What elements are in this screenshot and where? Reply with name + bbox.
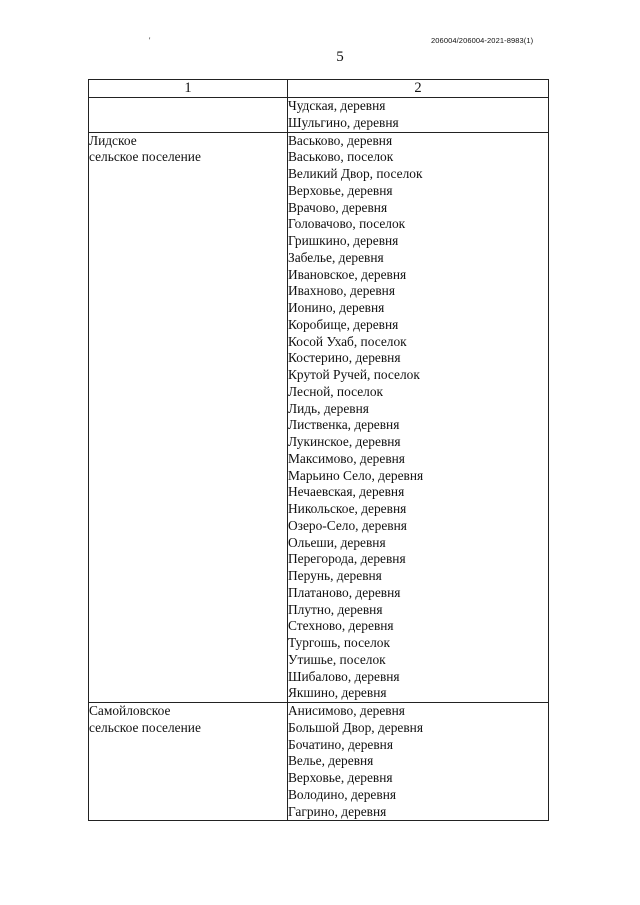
place-name: Перунь, деревня [288, 568, 382, 583]
table-header-row [89, 80, 549, 98]
scan-mark: ' [149, 36, 151, 45]
document-id: 206004/206004-2021-8983(1) [431, 36, 534, 45]
place-name: Марьино Село, деревня [288, 467, 424, 483]
place-name: Анисимово, деревня [288, 703, 405, 718]
place-name: Володино, деревня [288, 786, 397, 802]
place-name: Лукинское, деревня [288, 434, 401, 449]
place-name: Головачово, поселок [288, 216, 406, 232]
place-name: Нечаевская, деревня [288, 484, 405, 500]
settlements-table [88, 79, 549, 821]
place-name: Ивановское, деревня [288, 266, 407, 282]
places-cell [288, 703, 549, 821]
place-name: Гришкино, деревня [288, 233, 399, 248]
place-name: Лиственка, деревня [288, 417, 400, 433]
place-name: Тургошь, поселок [288, 635, 390, 650]
place-name: Шульгино, деревня [288, 114, 399, 130]
place-name: Косой Ухаб, поселок [288, 333, 407, 349]
place-name: Шибалово, деревня [288, 668, 400, 684]
place-name: Чудская, деревня [288, 98, 386, 113]
place-name: Ионино, деревня [288, 300, 385, 315]
place-name: Коробище, деревня [288, 316, 399, 332]
place-name: Лесной, поселок [288, 383, 384, 399]
place-name: Ивахново, деревня [288, 283, 395, 299]
table-row [89, 132, 549, 703]
place-name: Врачово, деревня [288, 199, 388, 215]
place-name: Максимово, деревня [288, 450, 405, 466]
settlement-cell [89, 98, 288, 133]
place-name: Озеро-Село, деревня [288, 517, 407, 533]
place-name: Утишье, поселок [288, 651, 386, 667]
column-header-1: 1 [89, 80, 288, 98]
place-name: Верховье, деревня [288, 770, 393, 785]
place-name: Бочатино, деревня [288, 736, 393, 752]
table-row [89, 98, 549, 133]
settlement-cell [89, 132, 288, 703]
settlement-cell [89, 703, 288, 821]
place-name: Крутой Ручей, поселок [288, 367, 420, 382]
place-name: Лидь, деревня [288, 400, 369, 416]
settlement-name-line: Самойловское [89, 703, 171, 718]
place-name: Костерино, деревня [288, 350, 401, 366]
place-name: Васьково, деревня [288, 132, 393, 148]
settlement-name-line: Лидское [89, 132, 137, 148]
place-name: Забелье, деревня [288, 249, 384, 265]
place-name: Перегорода, деревня [288, 551, 406, 567]
column-header-2: 2 [288, 80, 549, 98]
place-name: Большой Двор, деревня [288, 719, 424, 735]
place-name: Васьково, поселок [288, 149, 394, 165]
place-name: Гагрино, деревня [288, 803, 387, 819]
table-row [89, 703, 549, 821]
place-name: Верховье, деревня [288, 182, 393, 198]
places-cell [288, 132, 549, 703]
place-name: Великий Двор, поселок [288, 166, 423, 181]
place-name: Платаново, деревня [288, 584, 401, 600]
place-name: Плутно, деревня [288, 601, 383, 617]
page-number: 5 [336, 49, 344, 65]
place-name: Якшино, деревня [288, 685, 387, 701]
place-name: Стехново, деревня [288, 618, 394, 634]
place-name: Ольеши, деревня [288, 534, 386, 550]
place-name: Никольское, деревня [288, 501, 407, 516]
places-cell [288, 98, 549, 133]
settlement-name-line: сельское поселение [89, 149, 201, 165]
table-body [89, 98, 549, 821]
place-name: Велье, деревня [288, 753, 374, 769]
settlement-name-line: сельское поселение [89, 719, 201, 735]
